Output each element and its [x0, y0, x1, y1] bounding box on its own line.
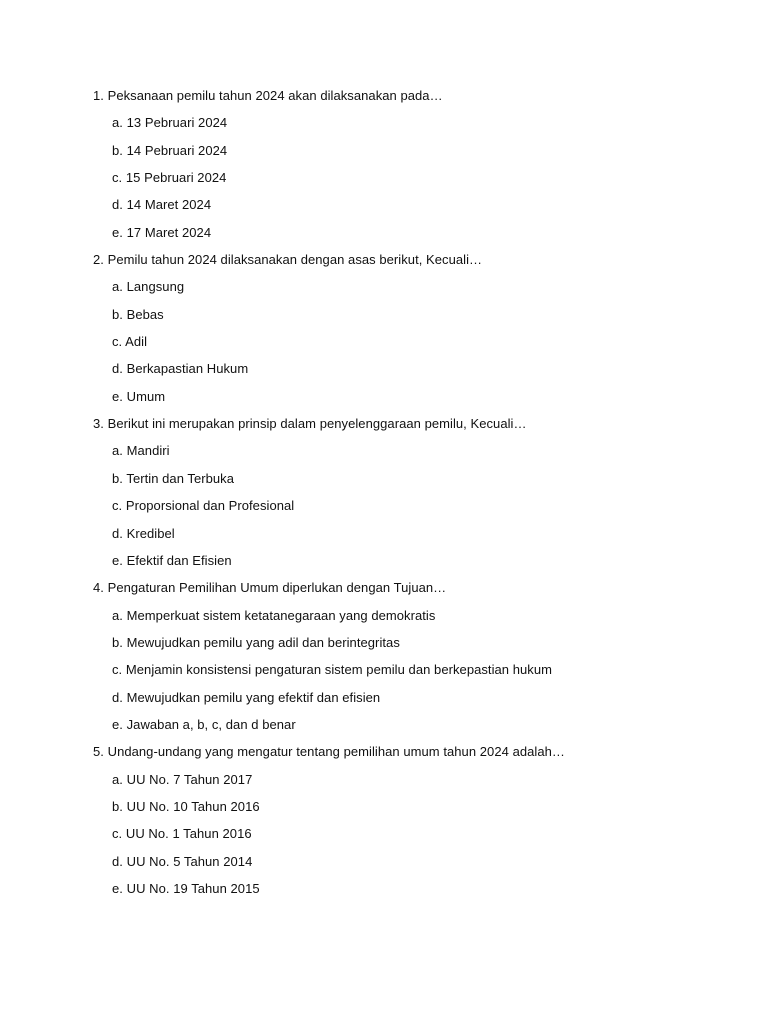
question-item	[93, 578, 733, 742]
option-letter: a.	[112, 115, 123, 131]
option-letter: e.	[112, 388, 123, 404]
answer-option	[93, 797, 733, 824]
option-text: Bebas	[126, 306, 164, 322]
option-text: Tertin dan Terbuka	[126, 470, 235, 486]
question-item	[93, 742, 733, 906]
option-text: Langsung	[126, 279, 185, 295]
question-number: 5.	[93, 744, 104, 760]
option-text: UU No. 10 Tahun 2016	[126, 798, 260, 814]
answer-option	[93, 223, 733, 250]
answer-option	[93, 113, 733, 140]
option-letter: d.	[112, 361, 123, 377]
option-letter: b.	[112, 142, 123, 158]
answer-option	[93, 168, 733, 195]
answer-option	[93, 141, 733, 168]
answer-option	[93, 551, 733, 578]
question-prompt: Pengaturan Pemilihan Umum diperlukan dengan Tujuan…	[107, 580, 447, 596]
option-text: Jawaban a, b, c, dan d benar	[126, 716, 296, 732]
option-letter: d.	[112, 525, 123, 541]
answer-option	[93, 496, 733, 523]
option-letter: e.	[112, 880, 123, 896]
question-item	[93, 86, 733, 250]
option-text: UU No. 1 Tahun 2016	[125, 826, 252, 842]
option-text: Proporsional dan Profesional	[125, 498, 295, 514]
answer-option	[93, 824, 733, 851]
question-number: 4.	[93, 580, 104, 596]
option-letter: e.	[112, 716, 123, 732]
question-item	[93, 250, 733, 414]
option-letter: a.	[112, 279, 123, 295]
question-text	[93, 742, 733, 769]
option-letter: c.	[112, 826, 123, 842]
option-letter: d.	[112, 853, 123, 869]
option-letter: e.	[112, 224, 123, 240]
option-text: 14 Maret 2024	[126, 197, 212, 213]
question-prompt: Undang-undang yang mengatur tentang pemilihan umum tahun 2024 adalah…	[107, 744, 565, 760]
option-letter: b.	[112, 798, 123, 814]
option-letter: b.	[112, 470, 123, 486]
answer-option	[93, 852, 733, 879]
answer-option	[93, 606, 733, 633]
question-text	[93, 578, 733, 605]
answer-option	[93, 524, 733, 551]
option-text: Menjamin konsistensi pengaturan sistem pemilu dan berkepastian hukum	[125, 662, 553, 678]
option-letter: e.	[112, 552, 123, 568]
option-letter: a.	[112, 607, 123, 623]
answer-option	[93, 633, 733, 660]
question-prompt: Pemilu tahun 2024 dilaksanakan dengan asas berikut, Kecuali…	[107, 252, 483, 268]
option-letter: b.	[112, 634, 123, 650]
option-text: 15 Pebruari 2024	[125, 170, 227, 186]
option-text: Mandiri	[126, 443, 170, 459]
answer-option	[93, 770, 733, 797]
option-letter: c.	[112, 334, 123, 350]
question-text	[93, 86, 733, 113]
option-letter: d.	[112, 689, 123, 705]
option-text: 17 Maret 2024	[126, 224, 212, 240]
option-letter: a.	[112, 771, 123, 787]
answer-option	[93, 688, 733, 715]
option-text: UU No. 19 Tahun 2015	[126, 880, 260, 896]
answer-option	[93, 195, 733, 222]
option-letter: b.	[112, 306, 123, 322]
answer-option	[93, 441, 733, 468]
option-text: UU No. 5 Tahun 2014	[126, 853, 253, 869]
option-text: Efektif dan Efisien	[126, 552, 232, 568]
option-letter: d.	[112, 197, 123, 213]
option-text: Kredibel	[126, 525, 175, 541]
answer-option	[93, 469, 733, 496]
option-text: Mewujudkan pemilu yang efektif dan efisien	[126, 689, 381, 705]
option-text: Mewujudkan pemilu yang adil dan berintegritas	[126, 634, 400, 650]
question-prompt: Peksanaan pemilu tahun 2024 akan dilaksanakan pada…	[107, 88, 443, 103]
question-number: 3.	[93, 416, 104, 432]
answer-option	[93, 387, 733, 414]
option-text: 13 Pebruari 2024	[126, 115, 228, 131]
question-number: 2.	[93, 252, 104, 268]
answer-option	[93, 359, 733, 386]
answer-option	[93, 277, 733, 304]
option-letter: a.	[112, 443, 123, 459]
answer-option	[93, 660, 733, 687]
answer-option	[93, 715, 733, 742]
option-text: UU No. 7 Tahun 2017	[126, 771, 253, 787]
question-number: 1.	[93, 88, 104, 103]
option-letter: c.	[112, 498, 123, 514]
question-text	[93, 414, 733, 441]
option-text: Adil	[125, 334, 148, 350]
answer-option	[93, 332, 733, 359]
question-prompt: Berikut ini merupakan prinsip dalam penyelenggaraan pemilu, Kecuali…	[107, 416, 527, 432]
answer-option	[93, 879, 733, 906]
option-text: Umum	[126, 388, 166, 404]
option-text: Memperkuat sistem ketatanegaraan yang demokratis	[126, 607, 436, 623]
option-text: 14 Pebruari 2024	[126, 142, 228, 158]
answer-option	[93, 305, 733, 332]
option-text: Berkapastian Hukum	[126, 361, 249, 377]
question-text	[93, 250, 733, 277]
question-list	[93, 86, 733, 906]
option-letter: c.	[112, 662, 123, 678]
question-item	[93, 414, 733, 578]
option-letter: c.	[112, 170, 123, 186]
